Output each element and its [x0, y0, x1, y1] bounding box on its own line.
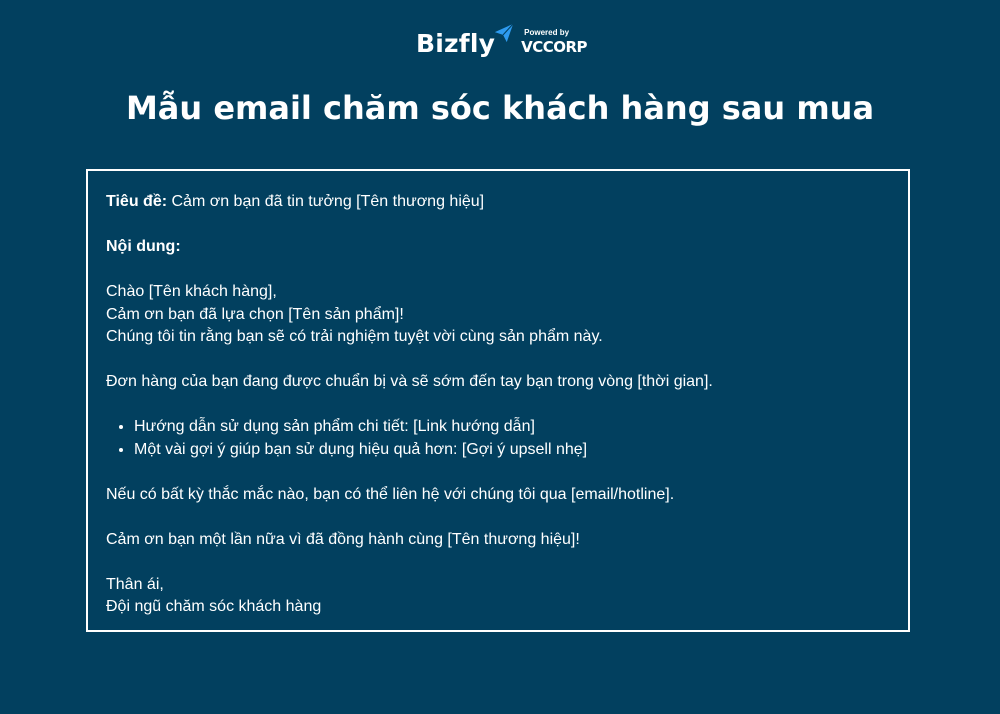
list-item: • Một vài gợi ý giúp bạn sử dụng hiệu quả hơn: [Gợi ý upsell nhẹ] [134, 439, 890, 462]
spacer [106, 506, 890, 529]
bullet-list [106, 416, 890, 461]
content-label: Nội dung: [106, 238, 181, 255]
signoff-line: Thân ái, [106, 575, 164, 593]
signature-line: Đội ngũ chăm sóc khách hàng [106, 598, 322, 615]
closing-thanks-line: Cảm ơn bạn một lần nữa vì đã đồng hành cùng [Tên thương hiệu]! [106, 530, 580, 548]
powered-by-block [521, 29, 587, 55]
spacer [106, 461, 890, 484]
spacer [106, 394, 890, 417]
thanks-line: Cảm ơn bạn đã lựa chọn [Tên sản phẩm]! [106, 305, 404, 323]
subject-label: Tiêu đề: [106, 193, 168, 210]
subject-line [106, 191, 890, 214]
brand-logo [416, 18, 587, 62]
spacer [106, 214, 890, 237]
paper-plane-icon [493, 22, 515, 44]
greeting-line: Chào [Tên khách hàng], [106, 283, 277, 300]
page-title: Mẫu email chăm sóc khách hàng sau mua [125, 89, 875, 127]
list-item: • Hướng dẫn sử dụng sản phẩm chi tiết: [Link hướng dẫn] [134, 416, 890, 439]
spacer [106, 259, 890, 282]
vccorp-logo: VCCORP [521, 38, 588, 56]
bizfly-logo-text: Bizfly [416, 28, 496, 58]
email-template-card [86, 169, 910, 632]
contact-line: Nếu có bất kỳ thắc mắc nào, bạn có thể liên hệ với chúng tôi qua [email/hotline]. [106, 485, 675, 503]
brand-header [0, 18, 1000, 62]
belief-line: Chúng tôi tin rằng bạn sẽ có trải nghiệm tuyệt vời cùng sản phẩm này. [106, 328, 603, 345]
spacer [106, 551, 890, 574]
spacer [106, 349, 890, 372]
subject-value: Cảm ơn bạn đã tin tưởng [Tên thương hiệu] [167, 193, 485, 210]
powered-by-label: Powered by [524, 28, 570, 37]
order-line: Đơn hàng của bạn đang được chuẩn bị và sẽ sớm đến tay bạn trong vòng [thời gian]. [106, 373, 713, 390]
